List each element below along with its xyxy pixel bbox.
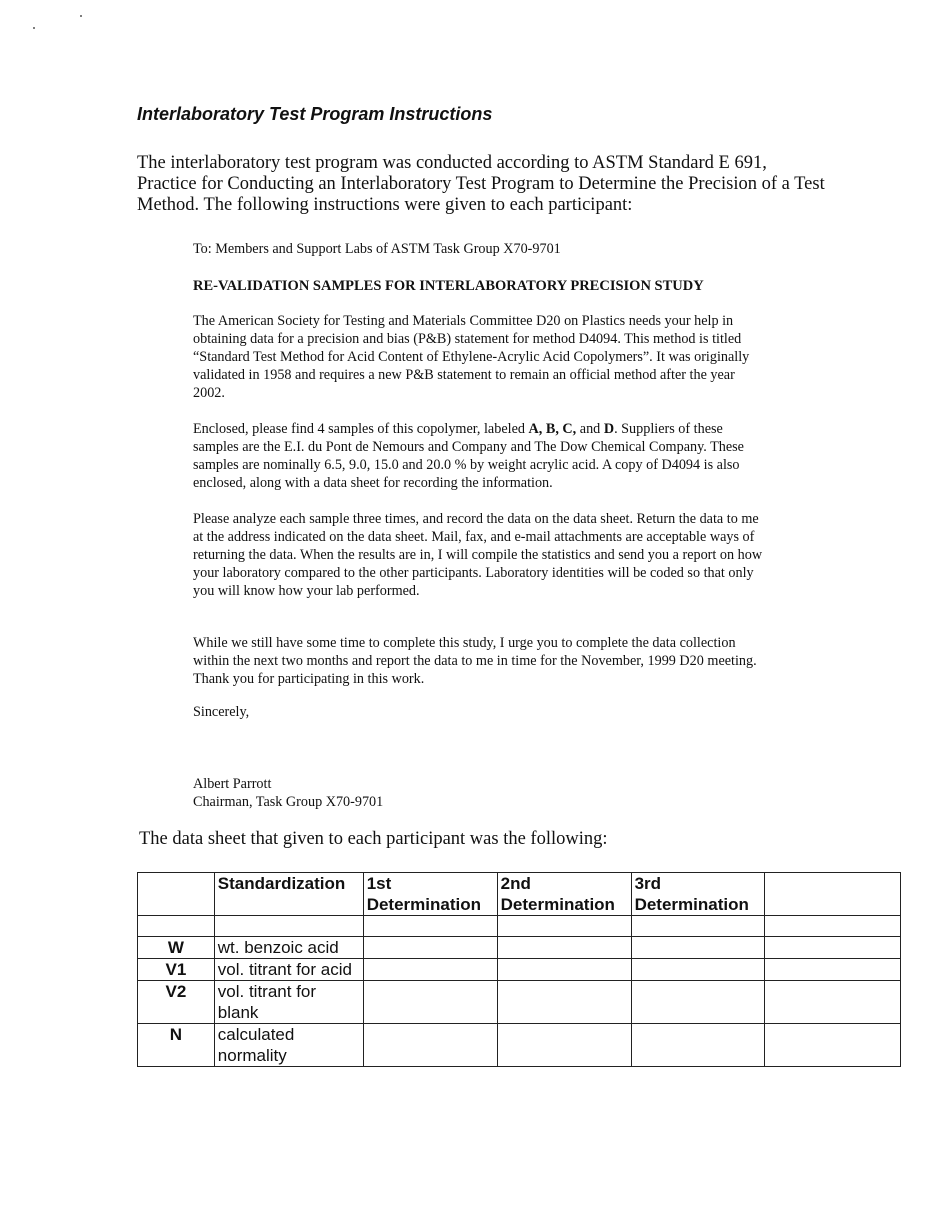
signer-name: Albert Parrott	[193, 776, 272, 792]
table-cell	[631, 916, 764, 937]
table-cell	[764, 981, 900, 1024]
p2-start: Enclosed, please find 4 samples of this copolymer, labeled	[193, 421, 529, 437]
scan-speck	[80, 15, 82, 17]
table-cell	[631, 937, 764, 959]
letter-paragraph-1: The American Society for Testing and Materials Committee D20 on Plastics needs your help in obtaining data for a precision and bias (P&B) statement for method D4094. This method is titled “Standard Test Method for Acid Content of Ethylene-Acrylic Acid Copolymers”. It was originally validated in 1958 and requires a new P&B statement to remain an official method after the year 2002.	[193, 313, 750, 401]
row-label: calculated normality	[214, 1024, 363, 1067]
table-cell	[497, 959, 631, 981]
header-cell: 1st Determination	[363, 873, 497, 916]
table-cell	[764, 916, 900, 937]
table-row	[138, 916, 901, 937]
table-cell	[363, 916, 497, 937]
page-heading: Interlaboratory Test Program Instructions	[137, 104, 493, 124]
table-cell	[631, 959, 764, 981]
table-row	[138, 981, 901, 1024]
header-cell: Standardization	[214, 873, 363, 916]
table-cell	[764, 959, 900, 981]
table-cell	[631, 1024, 764, 1067]
table-cell	[497, 916, 631, 937]
table-cell	[497, 937, 631, 959]
p2-sample-labels: A, B, C,	[528, 421, 577, 437]
scan-speck	[33, 27, 35, 29]
table-header-row	[138, 873, 901, 916]
p2-end: . Suppliers of these samples are the E.I. du Pont de Nemours and Company and The Dow Chemical Company. These samples are nominally 6.5, 9.0, 15.0 and 20.0 % by weight acrylic acid. A copy of D4094 is also enclosed, along with a data sheet for recording the information.	[193, 421, 744, 491]
p2-and: and	[576, 421, 604, 437]
row-label: vol. titrant for acid	[214, 959, 363, 981]
datasheet-lead: The data sheet that given to each participant was the following:	[139, 829, 608, 849]
letter-subject: RE-VALIDATION SAMPLES FOR INTERLABORATORY PRECISION STUDY	[193, 278, 704, 294]
table-row	[138, 937, 901, 959]
table-cell	[363, 1024, 497, 1067]
letter-recipient: To: Members and Support Labs of ASTM Task Group X70-9701	[193, 241, 561, 257]
table-cell	[497, 981, 631, 1024]
header-cell	[764, 873, 900, 916]
table-cell	[214, 916, 363, 937]
row-label: vol. titrant for blank	[214, 981, 363, 1024]
table-cell	[764, 937, 900, 959]
row-symbol: V2	[138, 981, 215, 1024]
row-symbol: V1	[138, 959, 215, 981]
letter-paragraph-2	[193, 420, 763, 492]
table-cell	[363, 937, 497, 959]
table-cell	[764, 1024, 900, 1067]
letter-paragraph-4: While we still have some time to complete this study, I urge you to complete the data collection within the next two months and report the data to me in time for the November, 1999 D20 meeting. Thank you for participating in this work.	[193, 635, 757, 687]
row-label: wt. benzoic acid	[214, 937, 363, 959]
table-row	[138, 959, 901, 981]
table-cell	[631, 981, 764, 1024]
data-sheet-table	[137, 872, 901, 1067]
letter-paragraph-3: Please analyze each sample three times, and record the data on the data sheet. Return the data to me at the address indicated on the data sheet. Mail, fax, and e-mail attachments are acceptable ways of returning the data. When the results are in, I will compile the statistics and send you a report on how your laboratory compared to the other participants. Laboratory identities will be coded so that only you will know how your lab performed.	[193, 511, 763, 599]
table-row	[138, 1024, 901, 1067]
table-cell	[363, 959, 497, 981]
letter-closing: Sincerely,	[193, 704, 250, 720]
row-symbol: N	[138, 1024, 215, 1067]
intro-paragraph: The interlaboratory test program was conducted according to ASTM Standard E 691, Practice for Conducting an Interlaboratory Test Program to Determine the Precision of a Test Method. The following instructions were given to each participant:	[137, 153, 825, 215]
table-cell	[138, 916, 215, 937]
header-cell	[138, 873, 215, 916]
header-cell: 2nd Determination	[497, 873, 631, 916]
table-cell	[363, 981, 497, 1024]
row-symbol: W	[138, 937, 215, 959]
p2-sample-label-d: D	[603, 421, 615, 437]
signer-title: Chairman, Task Group X70-9701	[193, 794, 384, 810]
table-cell	[497, 1024, 631, 1067]
header-cell: 3rd Determination	[631, 873, 764, 916]
